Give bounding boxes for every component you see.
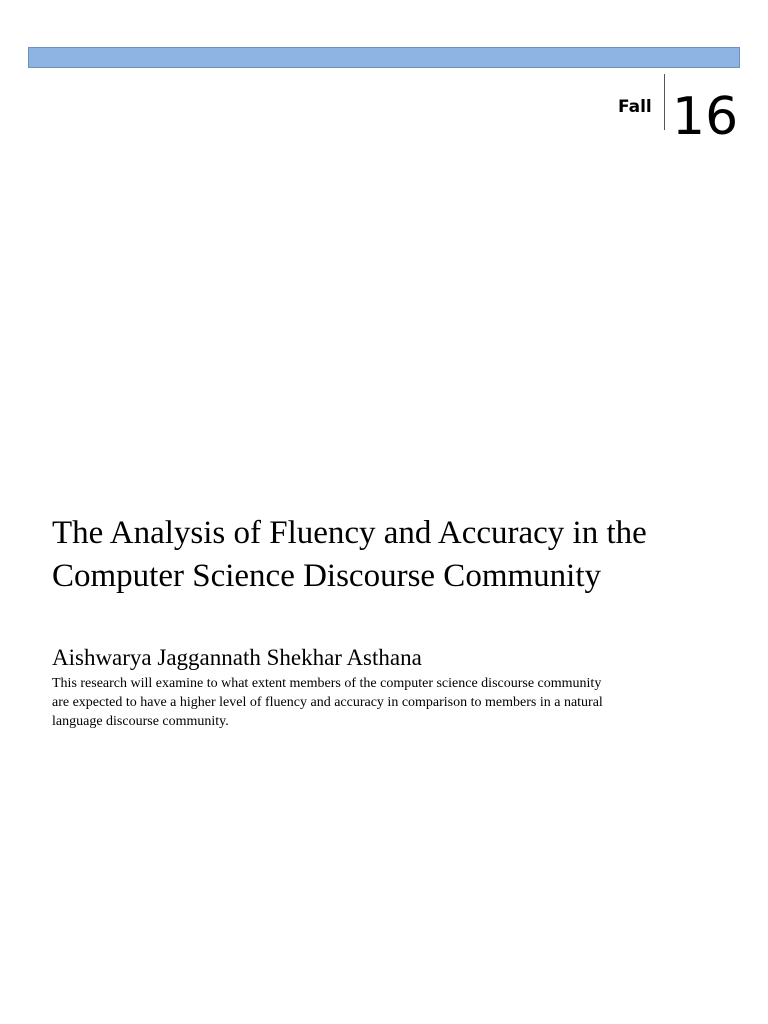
- header-color-bar: [28, 47, 740, 68]
- year-label: 16: [672, 87, 739, 147]
- document-title: The Analysis of Fluency and Accuracy in the Computer Science Discourse Community: [52, 515, 647, 594]
- year-divider: [664, 74, 665, 130]
- season-label: Fall: [618, 97, 652, 117]
- document-abstract: This research will examine to what extent members of the computer science discourse community are expected to have a higher level of fluency and accuracy in comparison to members in a natural language discourse community.: [52, 676, 603, 729]
- document-author: Aishwarya Jaggannath Shekhar Asthana: [52, 645, 422, 670]
